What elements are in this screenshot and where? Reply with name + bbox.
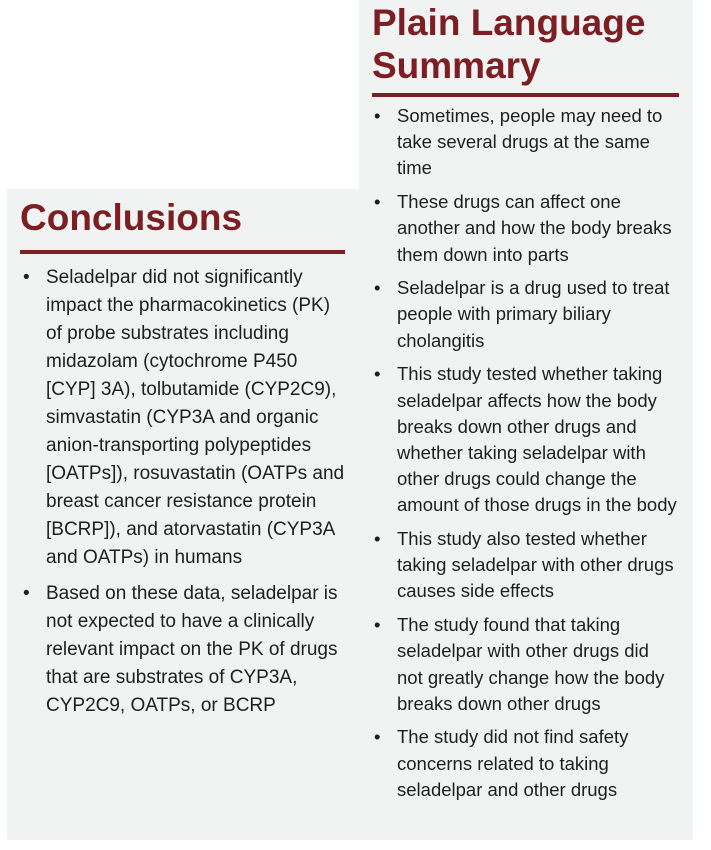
- bullet-icon: •: [23, 583, 30, 604]
- list-item: [372, 361, 679, 518]
- bullet-icon: •: [374, 726, 381, 748]
- list-item: [20, 580, 345, 720]
- list-item: [372, 275, 679, 354]
- heading-line-2: Summary: [372, 45, 541, 86]
- list-item: [372, 189, 679, 268]
- list-item-text: The study found that taking seladelpar with other drugs did not greatly change how the body breaks down other drugs: [397, 614, 665, 714]
- list-item-text: Sometimes, people may need to take several drugs at the same time: [397, 105, 663, 179]
- list-item-text: Seladelpar is a drug used to treat people with primary biliary cholangitis: [397, 277, 670, 351]
- list-item-text: Based on these data, seladelpar is not expected to have a clinically relevant impact on the PK of drugs that are substrates of CYP3A, CYP2C9, OATPs, or BCRP: [46, 583, 338, 716]
- list-item: [372, 103, 679, 182]
- list-item: [20, 264, 345, 572]
- bullet-icon: •: [374, 363, 381, 385]
- list-item: [372, 612, 679, 717]
- heading-divider: [372, 93, 679, 97]
- bullet-icon: •: [374, 614, 381, 636]
- list-item: [372, 724, 679, 803]
- list-item-text: Seladelpar did not significantly impact the pharmacokinetics (PK) of probe substrates including midazolam (cytochrome P450 [CYP] 3A), tolbutamide (CYP2C9), simvastatin (CYP3A and organic anion-transporting polypeptides [OATPs]), rosuvastatin (OATPs and breast cancer resistance protein [BCRP]), and atorvastatin (CYP3A and OATPs) in humans: [46, 267, 345, 568]
- bullet-icon: •: [374, 528, 381, 550]
- conclusions-list: [20, 264, 345, 720]
- bullet-icon: •: [374, 277, 381, 299]
- conclusions-heading: Conclusions: [20, 197, 243, 238]
- bullet-icon: •: [374, 191, 381, 213]
- plain-language-summary-heading: [372, 0, 679, 87]
- bullet-icon: •: [23, 267, 30, 288]
- bullet-icon: •: [374, 105, 381, 126]
- list-item-text: The study did not find safety concerns related to taking seladelpar and other drugs: [397, 726, 629, 800]
- list-item-text: This study tested whether taking seladelpar affects how the body breaks down other drugs and whether taking seladelpar with other drugs could change the amount of those drugs in the body: [397, 363, 677, 516]
- plain-language-summary-panel: [359, 0, 693, 840]
- heading-line-1: Plain Language: [372, 2, 646, 43]
- summary-list: [372, 103, 679, 803]
- list-item-text: This study also tested whether taking seladelpar with other drugs causes side effects: [397, 528, 674, 602]
- conclusions-panel: [7, 189, 359, 840]
- heading-divider: [20, 250, 345, 254]
- list-item: [372, 526, 679, 605]
- list-item-text: These drugs can affect one another and how the body breaks them down into parts: [397, 191, 672, 265]
